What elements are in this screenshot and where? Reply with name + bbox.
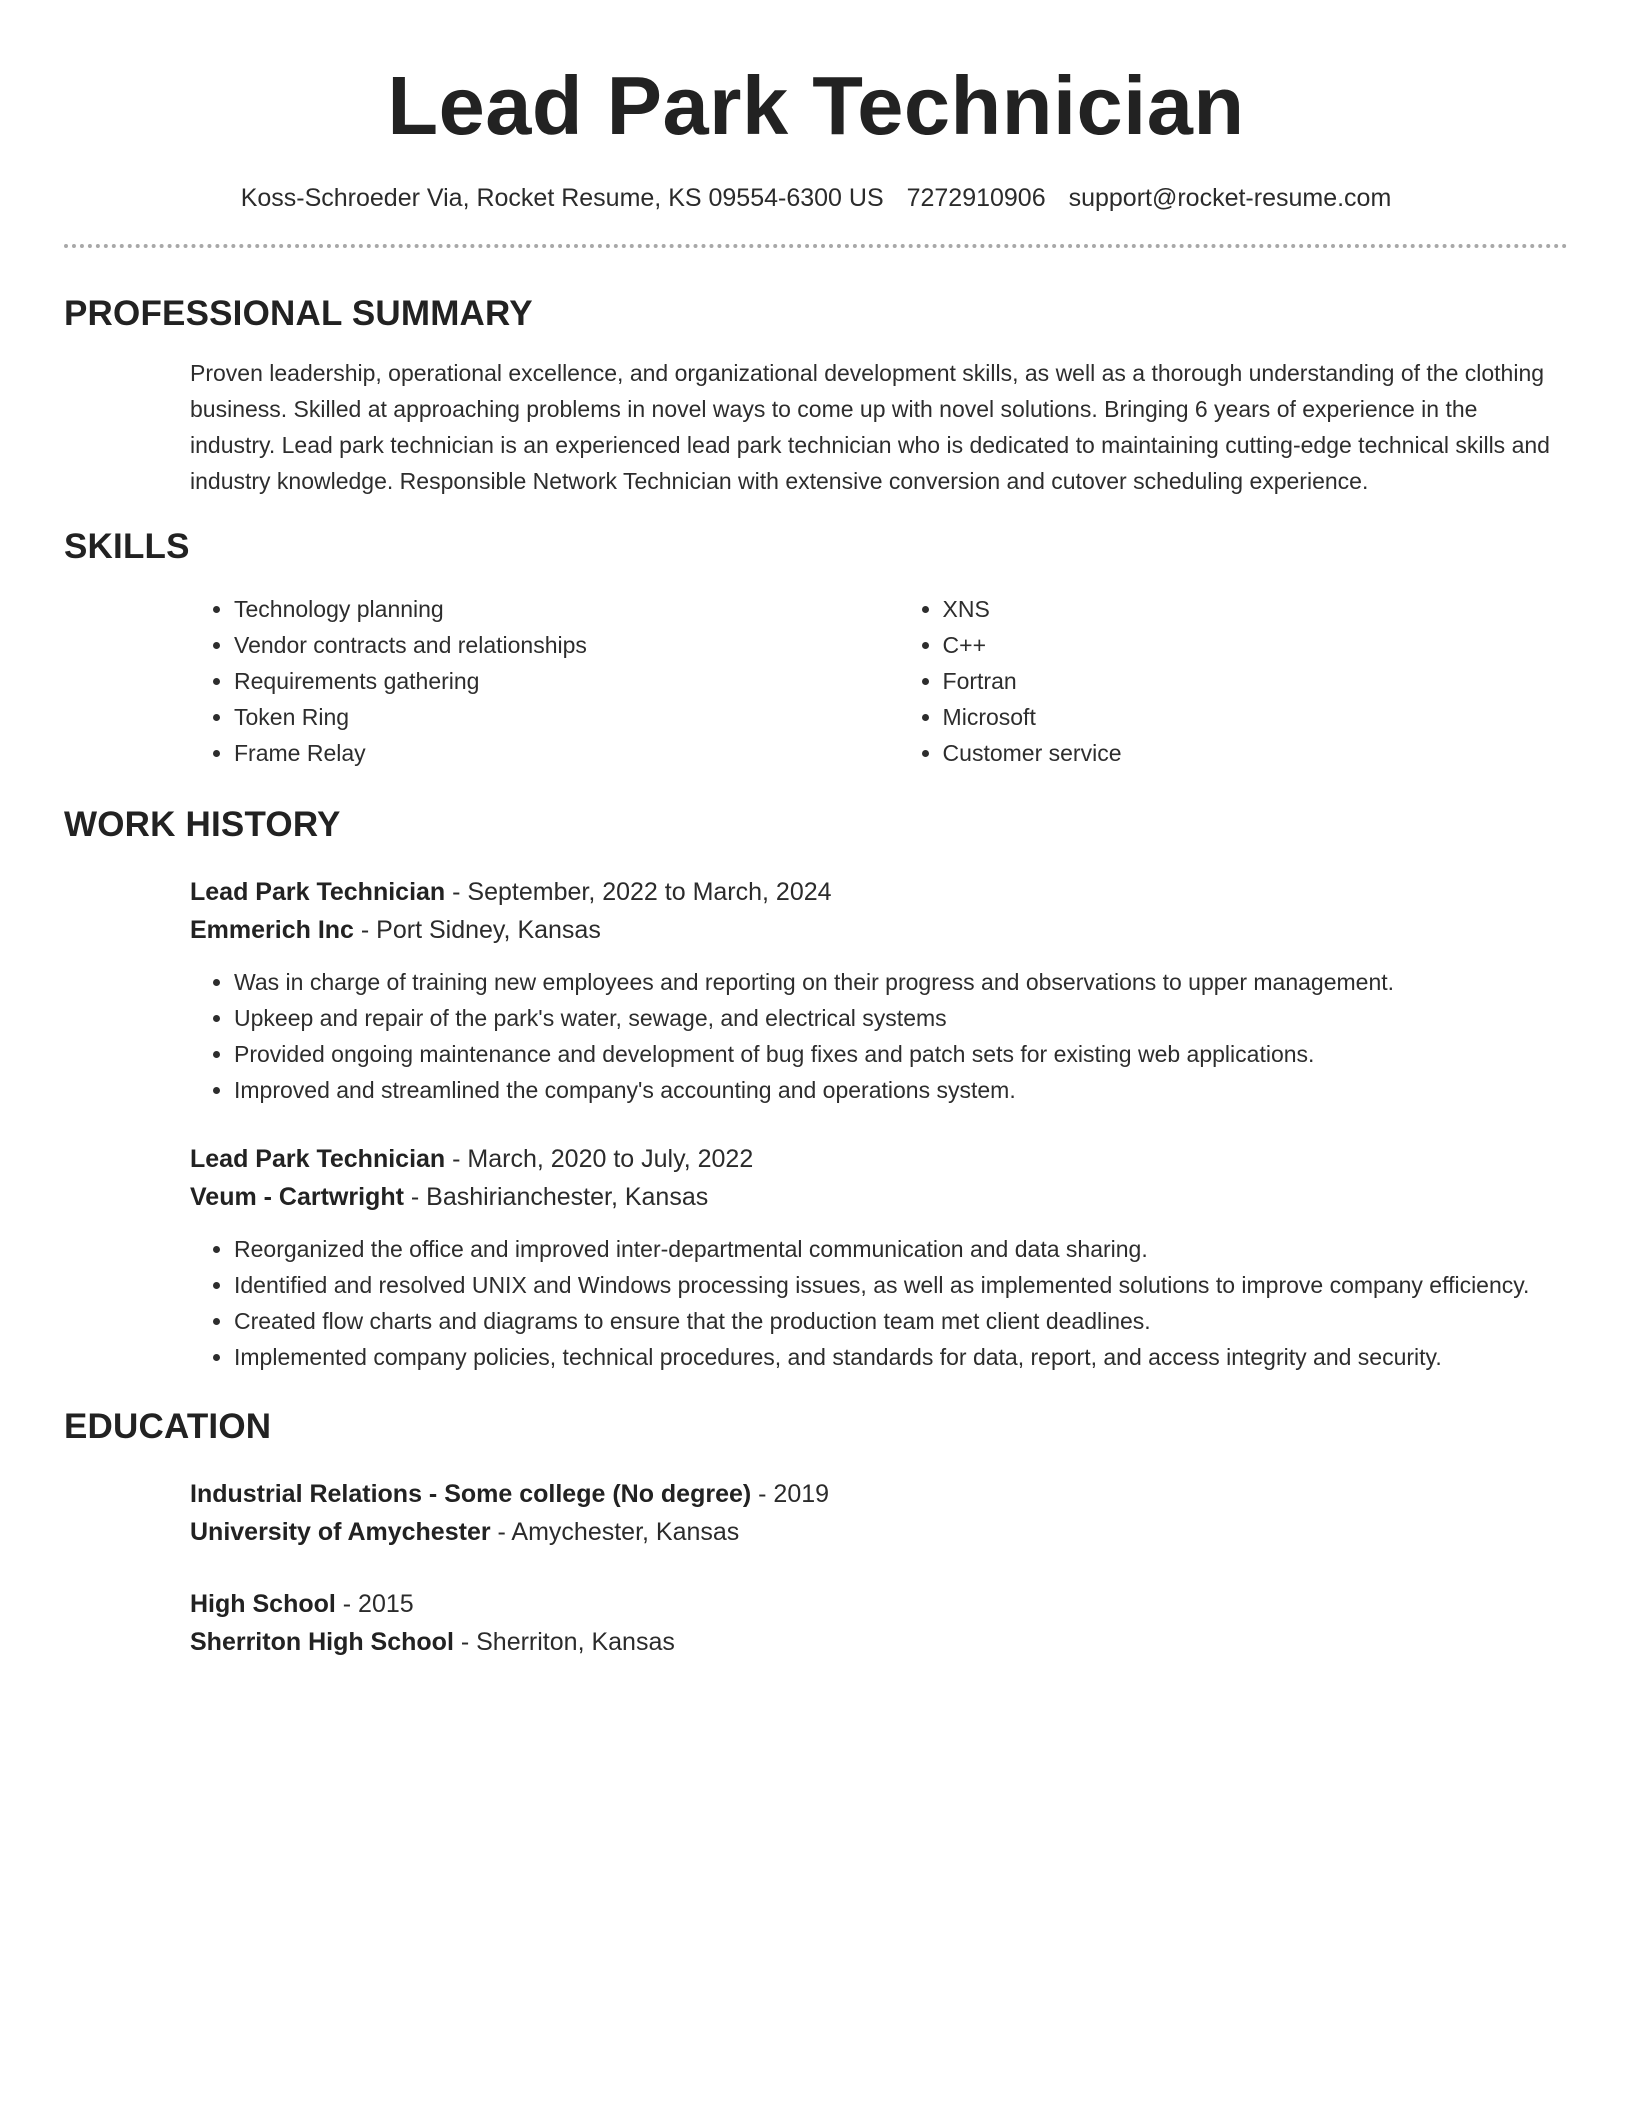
job-company-line: [190, 1178, 1568, 1216]
education-school: Sherriton High School: [190, 1628, 454, 1656]
contact-address: Koss-Schroeder Via, Rocket Resume, KS 09554-6300 US: [240, 184, 884, 212]
job-bullet: • Improved and streamlined the company's accounting and operations system.: [234, 1072, 1568, 1108]
job-bullet: • Identified and resolved UNIX and Windows processing issues, as well as implemented solutions to improve company efficiency.: [234, 1267, 1568, 1303]
work-section: [64, 803, 1568, 1375]
skill-item: • C++: [943, 627, 1568, 663]
education-location: - Amychester, Kansas: [490, 1518, 740, 1546]
skill-item: • Requirements gathering: [234, 663, 899, 699]
skill-item: • Fortran: [943, 663, 1568, 699]
job-title-line: [190, 873, 1568, 911]
education-degree-line: [190, 1585, 1568, 1623]
skill-item: • XNS: [943, 591, 1568, 627]
job-role: Lead Park Technician: [190, 1145, 446, 1173]
summary-heading: PROFESSIONAL SUMMARY: [64, 294, 533, 333]
skill-item: • Token Ring: [234, 699, 899, 735]
job-entry: [190, 873, 1568, 1108]
education-degree: Industrial Relations - Some college (No degree): [190, 1480, 752, 1508]
education-school: University of Amychester: [190, 1518, 491, 1546]
job-bullet: • Reorganized the office and improved inter-departmental communication and data sharing.: [234, 1231, 1568, 1267]
job-bullet: • Created flow charts and diagrams to ensure that the production team met client deadlines.: [234, 1303, 1568, 1339]
job-bullet: • Implemented company policies, technical procedures, and standards for data, report, and access integrity and security.: [234, 1339, 1568, 1375]
job-location: - Bashirianchester, Kansas: [403, 1183, 709, 1211]
job-company-line: [190, 911, 1568, 949]
resume-name: Lead Park Technician: [387, 59, 1245, 152]
summary-section: [64, 292, 1568, 499]
skill-item: • Customer service: [943, 735, 1568, 771]
education-entry: [190, 1475, 1568, 1551]
skills-column-right: [899, 591, 1568, 771]
job-role: Lead Park Technician: [190, 878, 446, 906]
job-dates: - March, 2020 to July, 2022: [445, 1145, 754, 1173]
contact-phone: 7272910906: [906, 184, 1046, 212]
work-heading: WORK HISTORY: [64, 805, 341, 844]
education-heading: EDUCATION: [64, 1407, 272, 1446]
skill-item: • Microsoft: [943, 699, 1568, 735]
skill-item: • Technology planning: [234, 591, 899, 627]
job-title-line: [190, 1140, 1568, 1178]
contact-email: support@rocket-resume.com: [1068, 184, 1392, 212]
resume-page: [64, 0, 1568, 1661]
job-bullets: [190, 1231, 1568, 1375]
education-location: - Sherriton, Kansas: [453, 1628, 675, 1656]
job-bullet: • Upkeep and repair of the park's water, sewage, and electrical systems: [234, 1000, 1568, 1036]
job-bullet: • Was in charge of training new employees and reporting on their progress and observations to upper management.: [234, 964, 1568, 1000]
job-location: - Port Sidney, Kansas: [353, 916, 601, 944]
skills-heading: SKILLS: [64, 527, 190, 566]
contact-line: [64, 182, 1568, 214]
skills-list: [190, 591, 1568, 771]
skill-item: • Vendor contracts and relationships: [234, 627, 899, 663]
education-year: - 2015: [335, 1590, 414, 1618]
skills-column-left: [190, 591, 899, 771]
education-school-line: [190, 1623, 1568, 1661]
education-section: [64, 1405, 1568, 1661]
skill-item: • Frame Relay: [234, 735, 899, 771]
job-entry: [190, 1140, 1568, 1375]
education-school-line: [190, 1513, 1568, 1551]
job-bullets: [190, 964, 1568, 1108]
summary-text: Proven leadership, operational excellence, and organizational development skills, as well as a thorough understanding of the clothing business. Skilled at approaching problems in novel ways to come up with novel solutions. Bringing 6 years of experience in the industry. Lead park technician is an experienced lead park technician who is dedicated to maintaining cutting-edge technical skills and industry knowledge. Responsible Network Technician with extensive conversion and cutover scheduling experience.: [190, 360, 1550, 494]
job-company: Emmerich Inc: [190, 916, 354, 944]
education-year: - 2019: [751, 1480, 830, 1508]
job-dates: - September, 2022 to March, 2024: [445, 878, 832, 906]
header-divider: [64, 244, 1568, 248]
education-degree-line: [190, 1475, 1568, 1513]
skills-section: [64, 525, 1568, 771]
education-degree: High School: [190, 1590, 336, 1618]
job-bullet: • Provided ongoing maintenance and development of bug fixes and patch sets for existing web applications.: [234, 1036, 1568, 1072]
job-company: Veum - Cartwright: [190, 1183, 404, 1211]
education-entry: [190, 1585, 1568, 1661]
